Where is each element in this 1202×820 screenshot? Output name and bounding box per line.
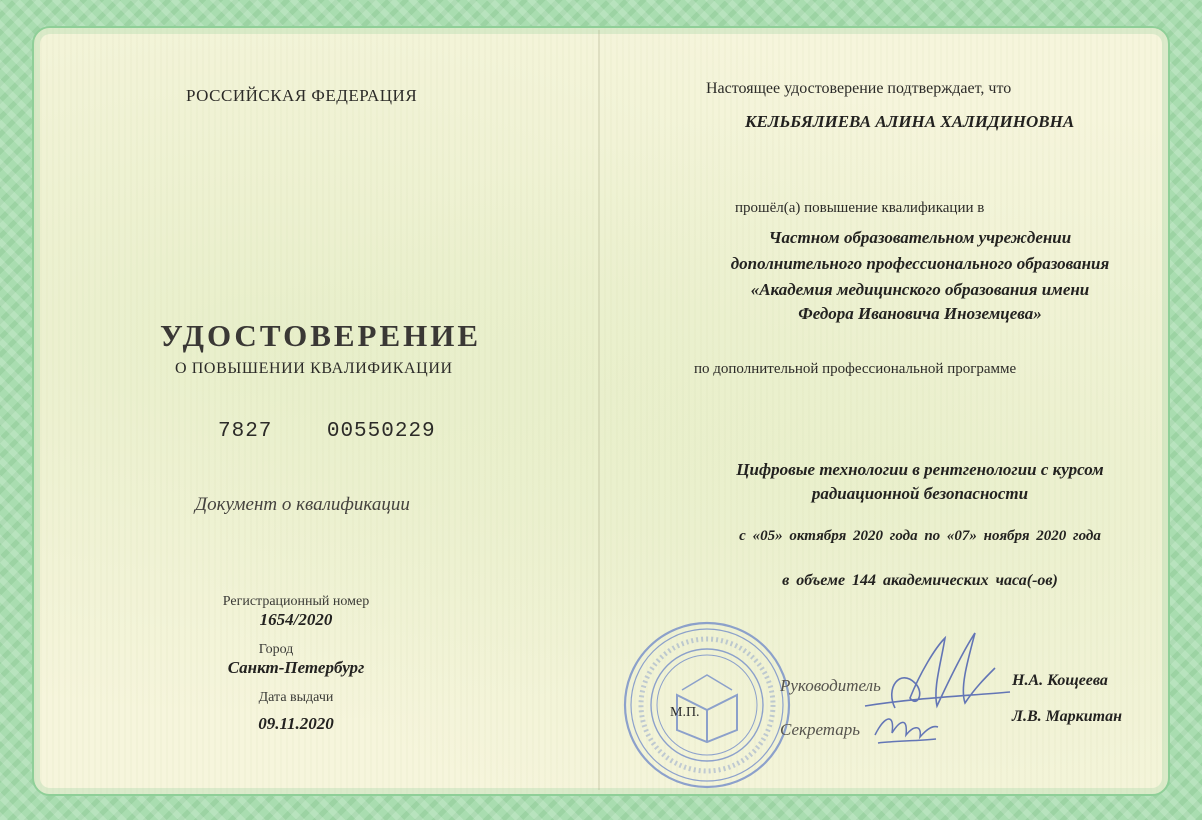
city-value: Санкт-Петербург (227, 658, 365, 677)
program-label: по дополнительной профессиональной программе (694, 361, 1017, 377)
certificate-number (218, 420, 436, 443)
city-label: Город (258, 642, 294, 657)
secretary-signature-icon (870, 705, 940, 750)
page-fold (598, 30, 600, 790)
official-stamp-icon (622, 620, 792, 790)
program-line: радиационной безопасности (811, 484, 1029, 503)
passed-text: прошёл(а) повышение квалификации в (735, 200, 985, 216)
document-type: Документ о квалификации (195, 494, 410, 515)
institution-line: «Академия медицинского образования имени (750, 280, 1090, 299)
registration-value: 1654/2020 (259, 610, 333, 629)
intro-text: Настоящее удостоверение подтверждает, что (706, 80, 1012, 97)
head-label: Руководитель (780, 676, 881, 695)
holder-name: КЕЛЬБЯЛИЕВА АЛИНА ХАЛИДИНОВНА (745, 112, 1075, 131)
registration-label: Регистрационный номер (222, 594, 370, 609)
city-block (146, 642, 446, 678)
head-name: Н.А. Кощеева (1012, 672, 1108, 689)
certificate-subtitle: О ПОВЫШЕНИИ КВАЛИФИКАЦИИ (175, 360, 453, 377)
secretary-name: Л.В. Маркитан (1012, 708, 1122, 725)
registration-block (146, 594, 446, 630)
certificate-serial: 00550229 (326, 420, 436, 443)
issue-date-value: 09.11.2020 (258, 714, 334, 733)
issue-date-block (146, 690, 446, 734)
country-heading: РОССИЙСКАЯ ФЕДЕРАЦИЯ (186, 86, 418, 105)
institution-line: Федора Ивановича Иноземцева» (798, 304, 1042, 323)
study-dates: с «05» октября 2020 года по «07» ноября 2020 года (739, 528, 1101, 544)
stamp-mark: М.П. (670, 705, 700, 720)
issue-date-label: Дата выдачи (258, 690, 334, 705)
program-line: Цифровые технологии в рентгенологии с курсом (736, 460, 1104, 479)
certificate-series: 7827 (218, 420, 273, 443)
secretary-label: Секретарь (780, 720, 860, 739)
study-volume: в объеме 144 академических часа(-ов) (782, 572, 1058, 589)
certificate-title: УДОСТОВЕРЕНИЕ (160, 318, 482, 353)
institution-line: Частном образовательном учреждении (768, 228, 1072, 247)
institution-line: дополнительного профессионального образования (730, 254, 1110, 273)
